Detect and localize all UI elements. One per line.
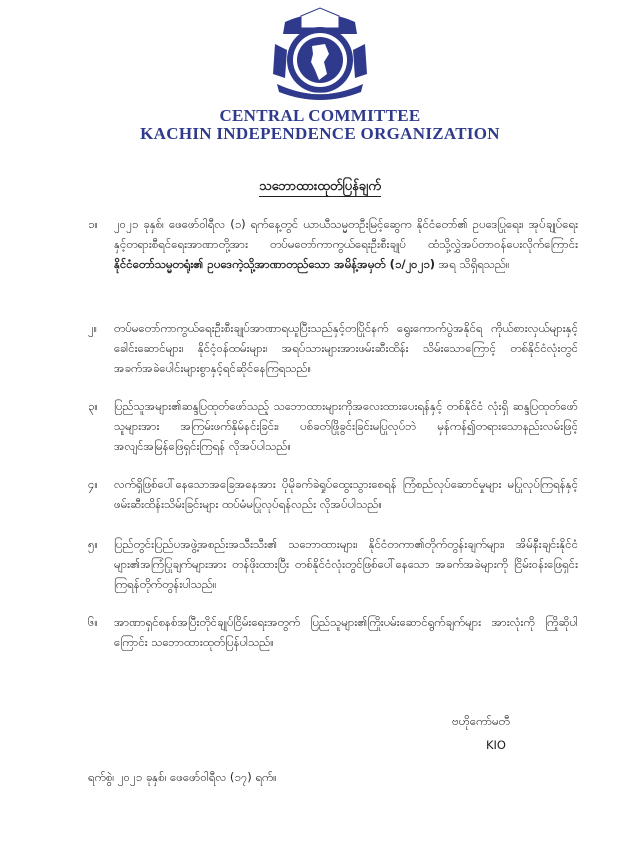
item-text: အာဏာရှင်စနစ်အပြီးတိုင်ချုပ်ငြိမ်းရေးအတွက် ပြည်သူများ၏ကြိုးပမ်းဆောင်ရွက်ချက်များ အားလုံးကို ကြိုဆိုပါကြောင်း သဘောထားထုတ်ပြန်ပါသည်။ bbox=[114, 615, 578, 649]
emblem-icon bbox=[257, 4, 383, 104]
item-number: ၂။ bbox=[88, 321, 98, 335]
item-number: ၄။ bbox=[88, 477, 98, 491]
item-number: ၅။ bbox=[88, 537, 98, 551]
item-number: ၆။ bbox=[88, 615, 98, 629]
signature-org: KIO bbox=[486, 738, 506, 752]
statement-date: ရက်စွဲ၊ ၂၀၂၁ ခုနှစ်၊ ဖေဖော်ဝါရီလ (၁၇) ရက်။ bbox=[88, 770, 277, 784]
statement-item-6 bbox=[88, 612, 578, 652]
org-heading-line1: CENTRAL COMMITTEE bbox=[219, 106, 421, 125]
kio-emblem bbox=[257, 4, 383, 104]
item-text-before: ၂၀၂၁ ခုနှစ်၊ ဖေဖော်ဝါရီလ (၁) ရက်နေ့တွင် ယာယီသမ္မတဦးမြင့်ဆွေက နိုင်ငံတော်၏ ဥပဒေပြုရေး၊ အုပ်ချုပ်ရေးနှင့်တရားစီရင်ရေးအာဏာတို့အား တပ်မတော်ကာကွယ်ရေးဦးစီးချုပ် ထံသို့လွှဲအပ်တာဝန်ပေးလိုက်ကြောင်း bbox=[114, 217, 578, 251]
item-text: ပြည်တွင်းပြည်ပအဖွဲ့အစည်းအသီးသီး၏ သဘောထားများ၊ နိုင်ငံတကာ၏တိုက်တွန်းချက်များ၊ အိမ်နီးချင်းနိုင်ငံများ၏အကြံပြုချက်များအား တန်ဖိုးထားပြီး တစ်နိုင်ငံလုံးတွင်ဖြစ်ပေါ်နေသော အခက်အခဲများကို ငြိမ်းဝန်းဖြေရှင်းကြရန်တိုက်တွန်းပါသည်။ bbox=[114, 537, 578, 591]
item-text-bold: နိုင်ငံတော်သမ္မတရုံး၏ ဥပဒေကဲ့သို့အာဏာတည်သော အမိန့်အမှတ် (၁/၂၀၂၁) bbox=[114, 257, 436, 271]
statement-item-2 bbox=[88, 318, 578, 378]
item-number: ၃။ bbox=[88, 399, 98, 413]
item-number: ၁။ bbox=[88, 217, 98, 231]
item-text bbox=[114, 214, 578, 274]
item-text: လက်ရှိဖြစ်ပေါ်နေသောအခြေအနေအား ပိုမိုခက်ခဲရှုပ်ထွေးသွားစေရန် ကြံစည်လုပ်ဆောင်မှုများ မပြုလုပ်ကြရန်နှင့် ဖမ်းဆီးထိန်းသိမ်းခြင်းများ ထပ်မံမပြုလုပ်ရန်လည်း လိုအပ်ပါသည်။ bbox=[114, 477, 578, 511]
org-heading-line2: KACHIN INDEPENDENCE ORGANIZATION bbox=[140, 124, 500, 143]
item-text: ပြည်သူအများ၏ဆန္ဒပြထုတ်ဖော်သည့် သဘောထားများကိုအလေးထားပေးရန်နှင့် တစ်နိုင်ငံ လုံးရှိ ဆန္ဒပြထုတ်ဖော်သူများအား အကြမ်းဖက်နှိမ်နင်းခြင်း၊ ပစ်ခတ်ဖြိုခွင်းခြင်းမပြုလုပ်ဘဲ မှန်ကန်၍တရားသောနည်းလမ်းဖြင့် အလျင်အမြန်ဖြေရှင်းကြရန် လိုအပ်ပါသည်။ bbox=[114, 399, 578, 453]
item-text-after: အရ သိရှိရသည်။ bbox=[435, 257, 510, 271]
statement-item-3 bbox=[88, 396, 578, 456]
item-text: တပ်မတော်ကာကွယ်ရေးဦးစီးချုပ်အာဏာရယူပြီးသည်နှင့်တပြိုင်နက် ရွေးကောက်ပွဲအနိုင်ရ ကိုယ်စားလှယ်များနှင့်ခေါင်းဆောင်များ၊ နိုင်ငံ့ဝန်ထမ်းများ၊ အရပ်သားများအားဖမ်းဆီးထိန်း သိမ်းသောကြောင့် တစ်နိုင်ငံလုံးတွင်အခက်အခဲပေါင်းများစွာနှင့်ရင်ဆိုင်နေကြရသည်။ bbox=[114, 321, 578, 375]
statement-item-4 bbox=[88, 474, 578, 514]
statement-item-1 bbox=[88, 214, 578, 274]
statement-item-5 bbox=[88, 534, 578, 594]
document-title-text: သဘောထားထုတ်ပြန်ချက် bbox=[259, 179, 381, 197]
document-title bbox=[0, 178, 640, 197]
signature-committee: ဗဟိုကော်မတီ bbox=[452, 714, 510, 728]
